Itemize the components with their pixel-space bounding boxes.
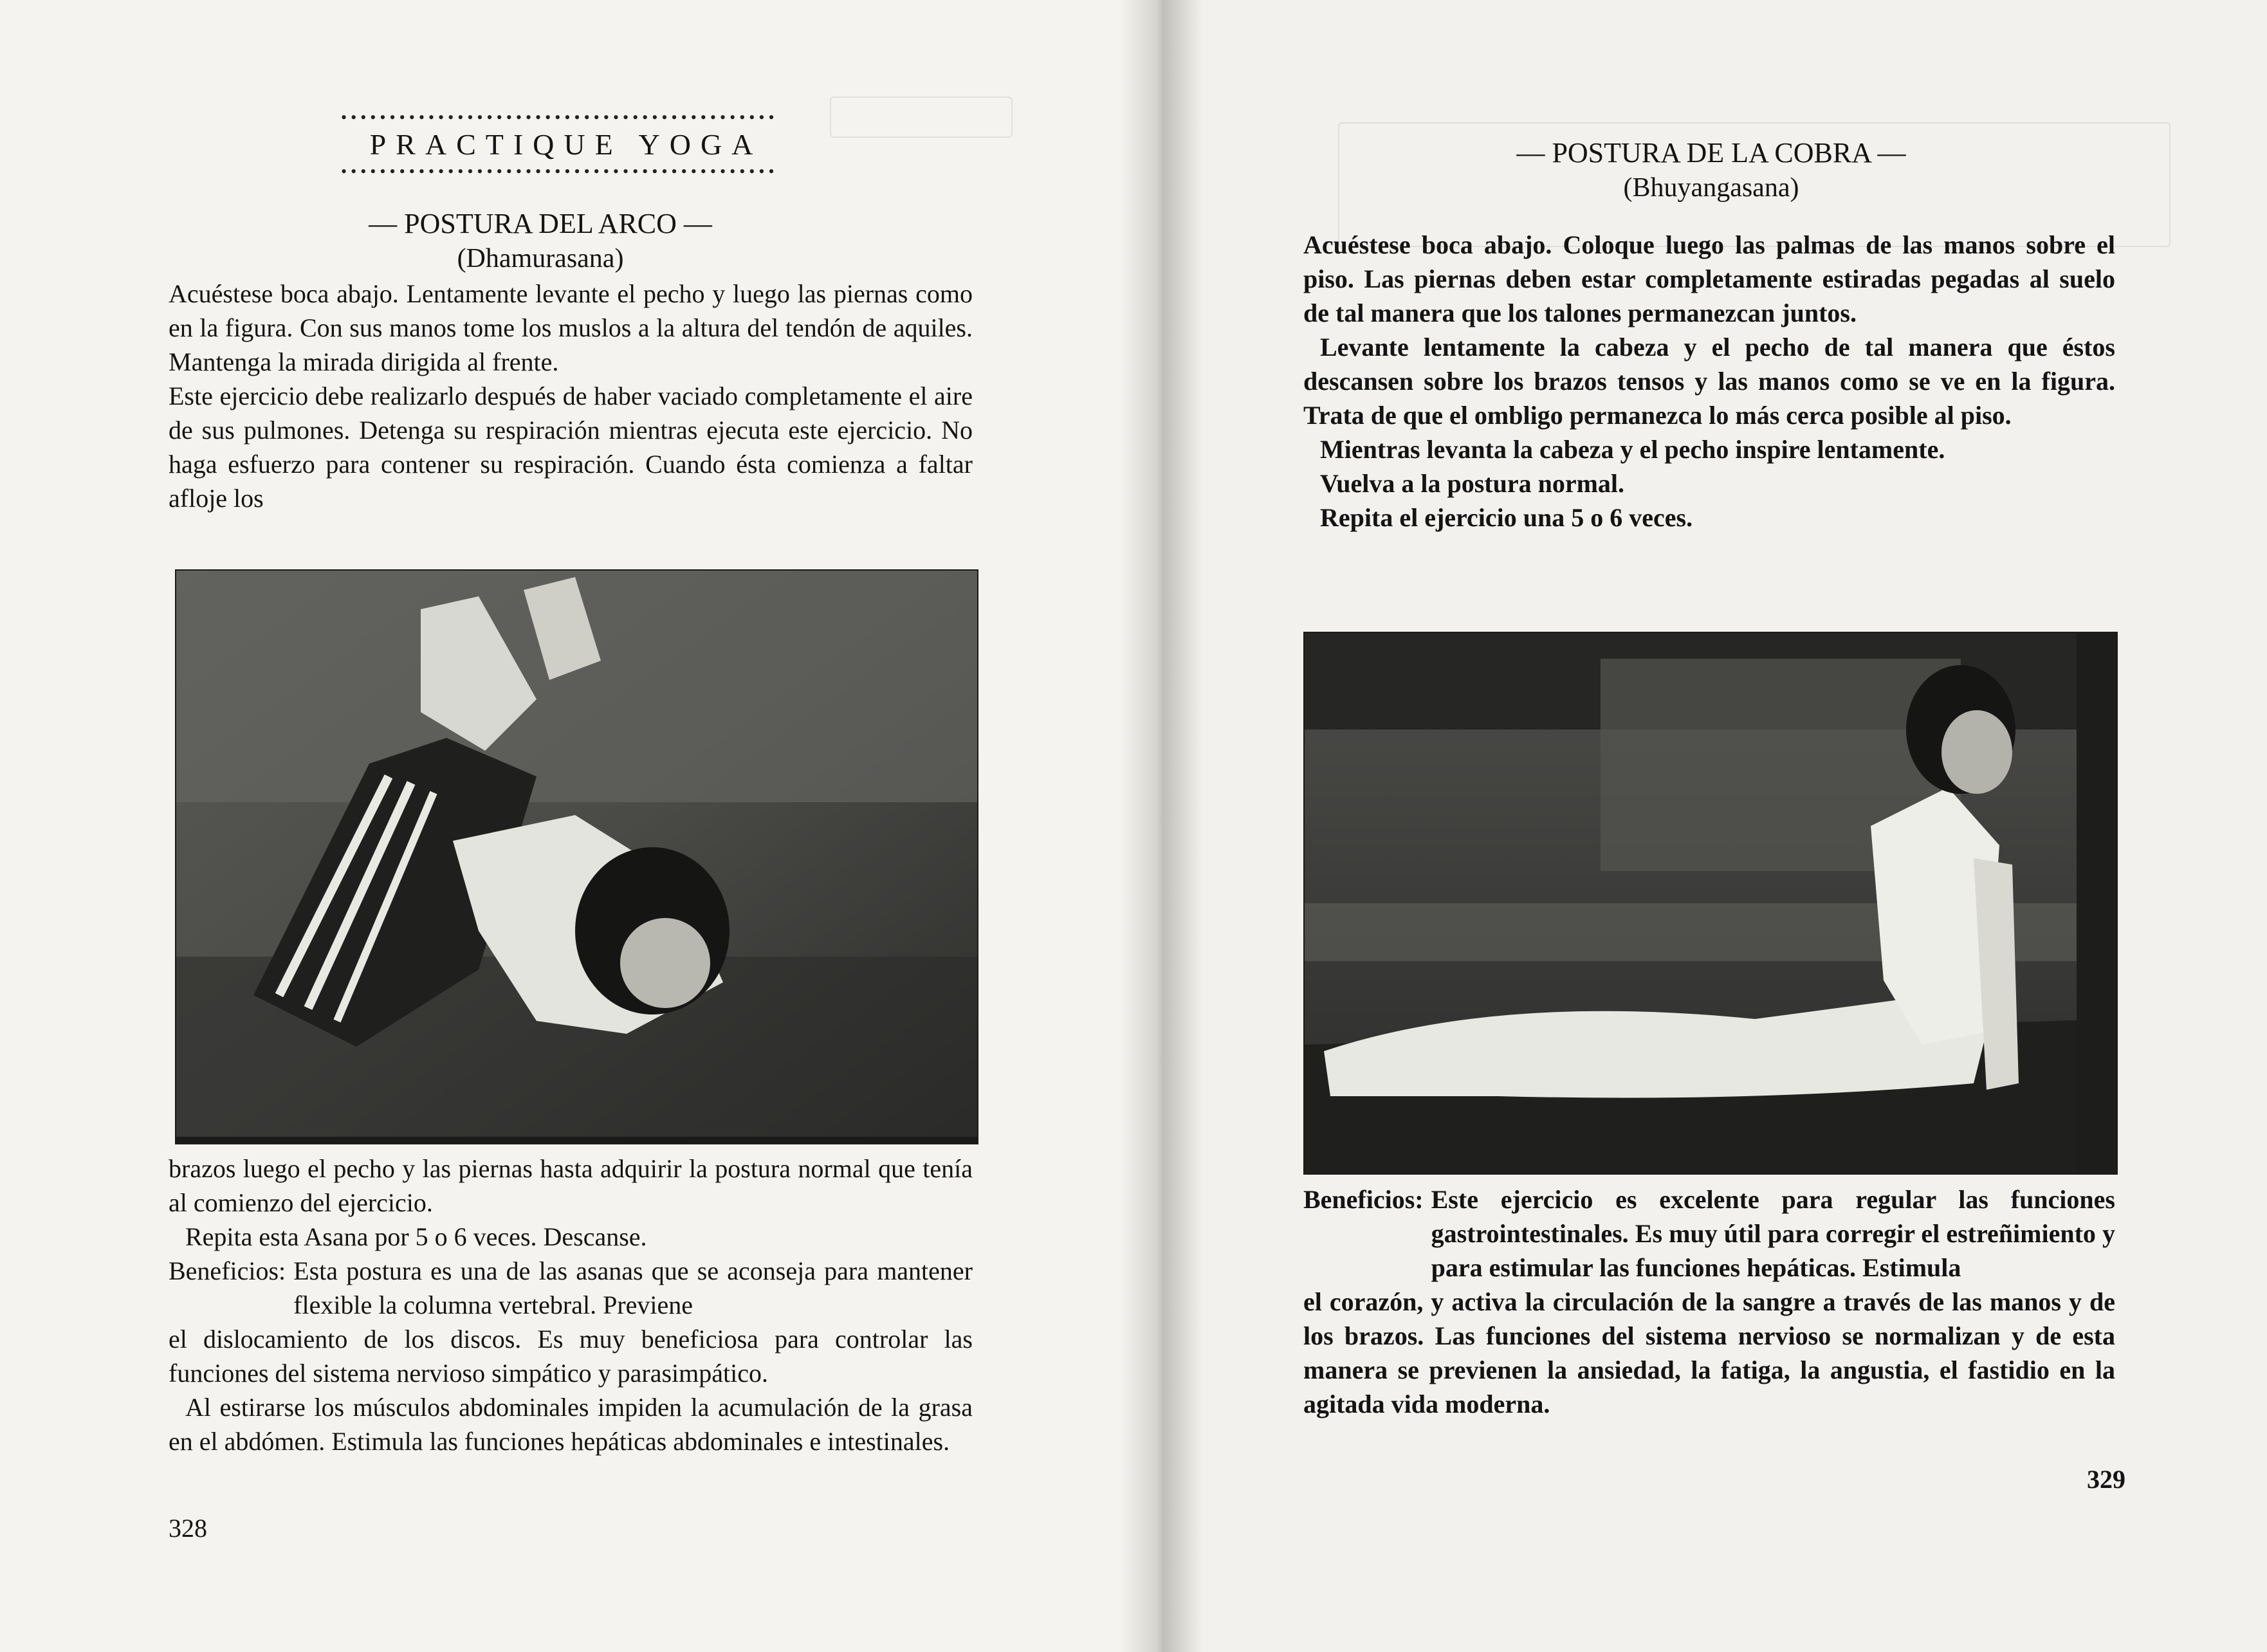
benefits-text: Este ejercicio es excelente para regular las funciones gastrointestinales. Es muy útil para corregir el estreñimiento y para estimular las funciones hepáticas. Estimula xyxy=(1431,1185,2115,1282)
running-head: PRACTIQUE YOGA xyxy=(369,128,763,161)
page-number: 328 xyxy=(169,1514,207,1543)
paragraph: el dislocamiento de los discos. Es muy beneficiosa para controlar las funciones del sistema nervioso simpático y parasimpático. xyxy=(169,1325,973,1388)
section-title: — POSTURA DEL ARCO — xyxy=(369,208,712,239)
page-number: 329 xyxy=(2087,1465,2125,1494)
paragraph: Repita esta Asana por 5 o 6 veces. Descanse. xyxy=(185,1222,647,1251)
text-block-top xyxy=(1303,228,2115,535)
cobra-pose-photo xyxy=(1303,632,2118,1175)
paragraph: Levante lentamente la cabeza y el pecho de tal manera que éstos descansen sobre los brazos tensos y las manos como se ve en la figura. Trata de que el ombligo permanezca lo más cerca posible al piso. xyxy=(1303,333,2115,430)
bleed-through-mark xyxy=(830,96,1013,138)
benefits-label: Beneficios: xyxy=(1303,1185,1424,1214)
paragraph: brazos luego el pecho y las piernas hasta adquirir la postura normal que tenía al comienzo del ejercicio. xyxy=(169,1154,973,1217)
paragraph: Acuéstese boca abajo. Coloque luego las palmas de las manos sobre el piso. Las piernas deben estar completamente estiradas pegadas al suelo de tal manera que los talones permanezcan juntos. xyxy=(1303,230,2115,327)
text-block-bottom xyxy=(169,1152,973,1458)
ornament-dots-top: ••••••••••••••••••••••••••••••••••••••••••••• xyxy=(341,108,778,127)
paragraph: el corazón, y activa la circulación de la sangre a través de las manos y de los brazos. Las funciones del sistema nervioso se normalizan y de esta manera se previenen la ansiedad, la fatiga, la angustia, el fastidio en la agitada vida moderna. xyxy=(1303,1287,2115,1418)
paragraph: Vuelva a la postura normal. xyxy=(1320,469,1625,498)
section-subtitle: (Bhuyangasana) xyxy=(1623,173,1799,203)
benefits-entry xyxy=(1303,1182,2115,1285)
text-block-bottom xyxy=(1303,1182,2115,1421)
bow-pose-photo xyxy=(175,569,978,1144)
book-gutter-shadow xyxy=(1119,0,1203,1652)
benefits-text: Esta postura es una de las asanas que se aconseja para mantener flexible la columna vertebral. Previene xyxy=(293,1256,973,1319)
paragraph: Al estirarse los músculos abdominales impiden la acumulación de la grasa en el abdómen. Estimula las funciones hepáticas abdominales e intestinales. xyxy=(169,1393,973,1456)
paragraph: Mientras levanta la cabeza y el pecho inspire lentamente. xyxy=(1320,435,1945,464)
section-subtitle: (Dhamurasana) xyxy=(457,244,624,273)
benefits-label: Beneficios: xyxy=(169,1256,286,1285)
benefits-entry xyxy=(169,1254,973,1322)
bow-pose-image xyxy=(176,571,977,1143)
paragraph: Este ejercicio debe realizarlo después de haber vaciado completamente el aire de sus pulmones. Detenga su respiración mientras ejecuta este ejercicio. No haga esfuerzo para contener su respiración. Cuando ésta comienza a faltar afloje los xyxy=(169,381,973,513)
text-block-top xyxy=(169,277,973,515)
cobra-pose-image xyxy=(1305,633,2116,1173)
paragraph: Repita el ejercicio una 5 o 6 veces. xyxy=(1320,503,1693,532)
section-title: — POSTURA DE LA COBRA — xyxy=(1516,137,1906,169)
ornament-dots-bottom: ••••••••••••••••••••••••••••••••••••••••••••• xyxy=(341,162,778,181)
right-page xyxy=(1152,0,2267,1652)
paragraph: Acuéstese boca abajo. Lentamente levante el pecho y luego las piernas como en la figura. Con sus manos tome los muslos a la altura del tendón de aquiles. Mantenga la mirada dirigida al frente. xyxy=(169,279,973,376)
